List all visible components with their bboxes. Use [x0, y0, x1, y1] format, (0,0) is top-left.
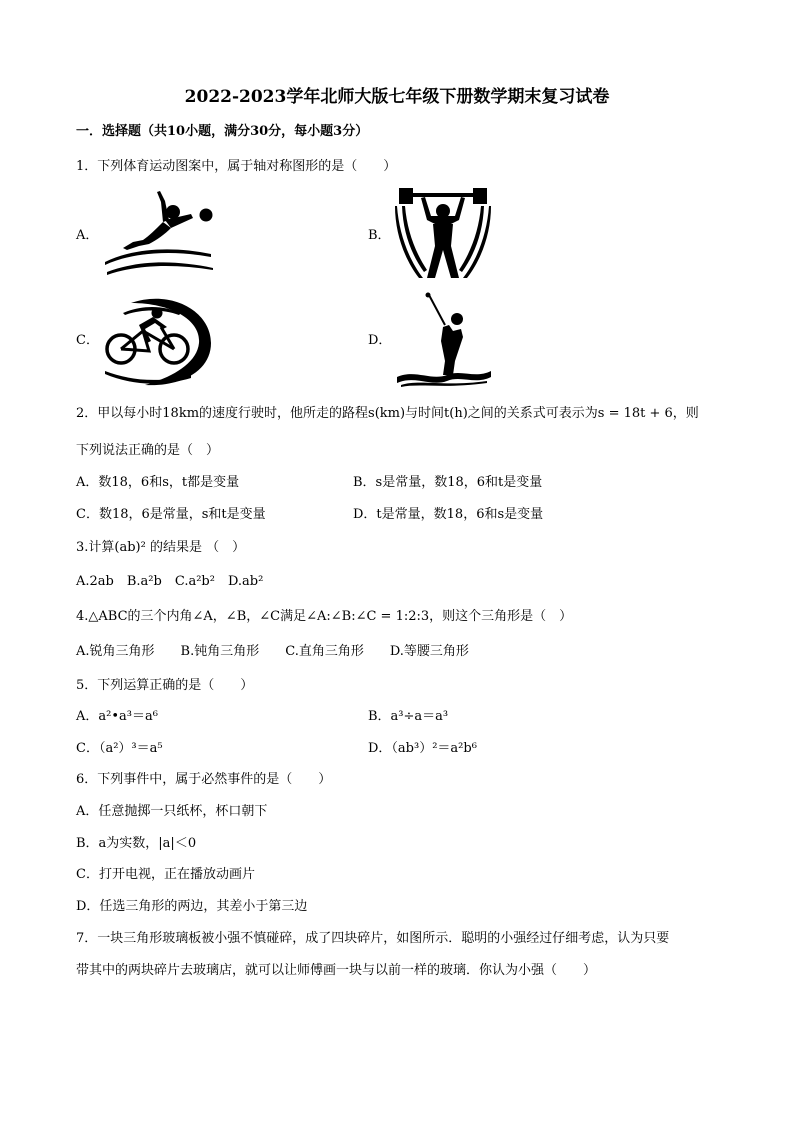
- cyclist-icon: [101, 291, 215, 389]
- q6-option-d: D．任选三角形的两边，其差小于第三边: [76, 899, 308, 914]
- q6-option-b: B．a为实数，|a|＜0: [76, 836, 197, 851]
- golfer-icon: [395, 291, 493, 387]
- question-7-line2: 带其中的两块碎片去玻璃店，就可以让师傅画一块与以前一样的玻璃．你认为小强（ ）: [76, 963, 597, 978]
- q6-option-c: C．打开电视，正在播放动画片: [76, 867, 255, 882]
- q5-option-c: C．（a²）³＝a⁵: [76, 741, 163, 756]
- q2-option-a: A．数18，6和s，t都是变量: [76, 475, 240, 490]
- question-6-stem: 6．下列事件中，属于必然事件的是（ ）: [76, 772, 332, 787]
- document-title: 2022-2023学年北师大版七年级下册数学期末复习试卷: [184, 87, 610, 107]
- question-3-stem: 3.计算(ab)² 的结果是 （ ）: [76, 540, 246, 555]
- question-3-options: A.2ab B.a²b C.a²b² D.ab²: [76, 574, 264, 589]
- q1-option-c-label: C．: [76, 333, 99, 348]
- question-5-stem: 5．下列运算正确的是（ ）: [76, 678, 254, 693]
- question-7-line1: 7．一块三角形玻璃板被小强不慎碰碎，成了四块碎片，如图所示．聪明的小强经过仔细考虑，认为只要: [76, 931, 670, 946]
- volleyball-player-icon: [103, 184, 215, 280]
- q5-option-b: B．a³÷a＝a³: [368, 709, 449, 724]
- question-2-line2: 下列说法正确的是（ ）: [76, 443, 220, 458]
- q2-option-b: B．s是常量，数18，6和t是变量: [353, 475, 543, 490]
- question-4-options: A.锐角三角形 B.钝角三角形 C.直角三角形 D.等腰三角形: [76, 644, 469, 659]
- q2-option-d: D．t是常量，数18，6和s是变量: [353, 507, 544, 522]
- q2-option-c: C．数18，6是常量，s和t是变量: [76, 507, 266, 522]
- question-2-line1: 2．甲以每小时18km的速度行驶时，他所走的路程s(km)与时间t(h)之间的关系式可表示为s = 18t + 6，则: [76, 406, 699, 421]
- section-heading: 一．选择题（共10小题，满分30分，每小题3分）: [76, 124, 369, 139]
- q1-option-b-label: B．: [368, 228, 391, 243]
- question-4-stem: 4.△ABC的三个内角∠A，∠B，∠C满足∠A:∠B:∠C = 1:2:3，则这个三角形是（ ）: [76, 609, 573, 624]
- q1-option-d-label: D．: [368, 333, 392, 348]
- q5-option-a: A．a²•a³＝a⁶: [76, 709, 158, 724]
- q5-option-d: D．（ab³）²＝a²b⁶: [368, 741, 477, 756]
- question-1-stem: 1．下列体育运动图案中，属于轴对称图形的是（ ）: [76, 159, 397, 174]
- weightlifter-icon: [393, 184, 493, 282]
- q6-option-a: A．任意抛掷一只纸杯，杯口朝下: [76, 804, 268, 819]
- q1-option-a-label: A．: [76, 228, 99, 243]
